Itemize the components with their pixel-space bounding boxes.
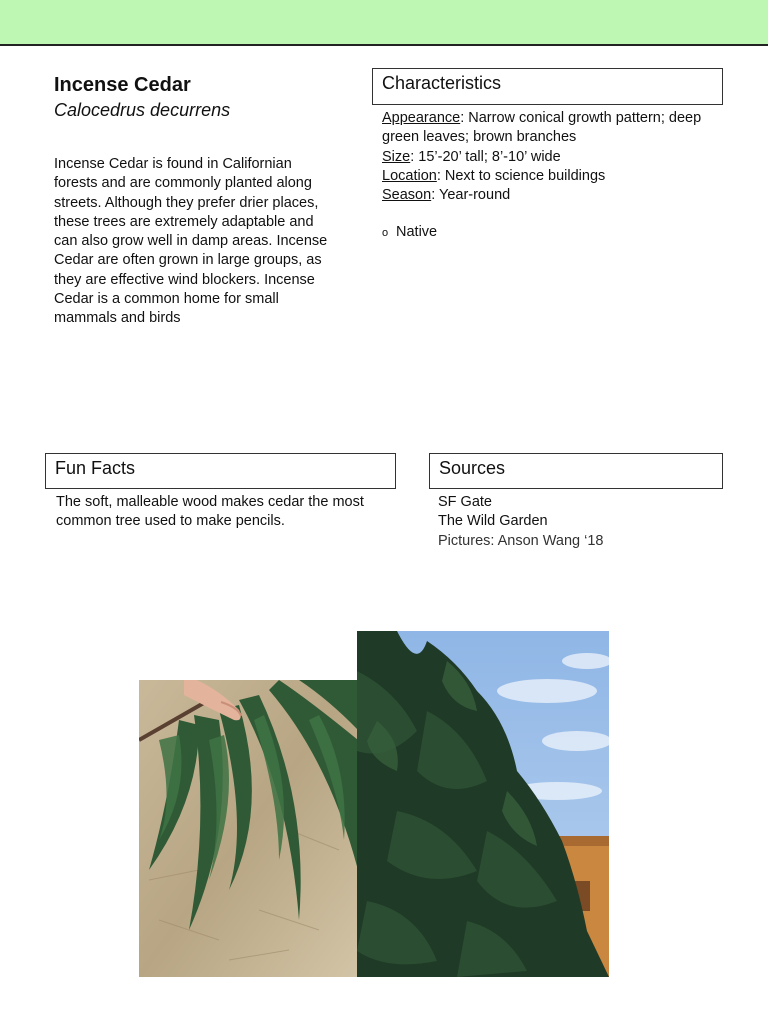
- characteristics-heading: Characteristics: [372, 68, 723, 105]
- size-value: : 15’-20’ tall; 8’-10’ wide: [410, 148, 561, 165]
- fun-facts-text: The soft, malleable wood makes cedar the most common tree used to make pencils.: [56, 494, 364, 530]
- sources-list: [438, 493, 604, 551]
- tree-photo: [357, 631, 609, 977]
- page-title: Incense Cedar: [54, 74, 191, 96]
- season-value: : Year-round: [431, 187, 511, 204]
- header-bar: [0, 0, 768, 46]
- size-label: Size: [382, 148, 411, 165]
- appearance-value: : Narrow conical growth pattern; deep green leaves; brown branches: [382, 110, 702, 146]
- location-value: : Next to science buildings: [436, 167, 606, 184]
- season-row: [382, 186, 712, 205]
- plant-description: Incense Cedar is found in Californian forests and are commonly planted along streets. Although they prefer drier places, these trees are extremely adaptable and can also grow well in damp areas. Incense Cedar are often grown in large groups, as they are effective wind blockers. Incense Cedar is a common home for small mammals and birds: [54, 156, 328, 327]
- bullet-icon: o: [382, 227, 389, 239]
- size-row: [382, 148, 712, 167]
- appearance-label: Appearance: [382, 110, 461, 126]
- fun-facts-heading: Fun Facts: [45, 453, 396, 489]
- foliage-photo: [139, 680, 358, 977]
- appearance-row: [382, 109, 712, 148]
- source-item: The Wild Garden: [438, 513, 548, 530]
- season-label: Season: [382, 187, 432, 204]
- native-label: Native: [396, 224, 438, 240]
- scientific-name: Calocedrus decurrens: [54, 100, 231, 120]
- sources-heading: Sources: [429, 453, 723, 489]
- source-item: Pictures: Anson Wang ‘18: [438, 532, 604, 549]
- source-item: SF Gate: [438, 494, 492, 510]
- location-row: [382, 167, 712, 186]
- location-label: Location: [382, 167, 437, 184]
- characteristics-list: [382, 109, 712, 205]
- native-item: [382, 224, 437, 240]
